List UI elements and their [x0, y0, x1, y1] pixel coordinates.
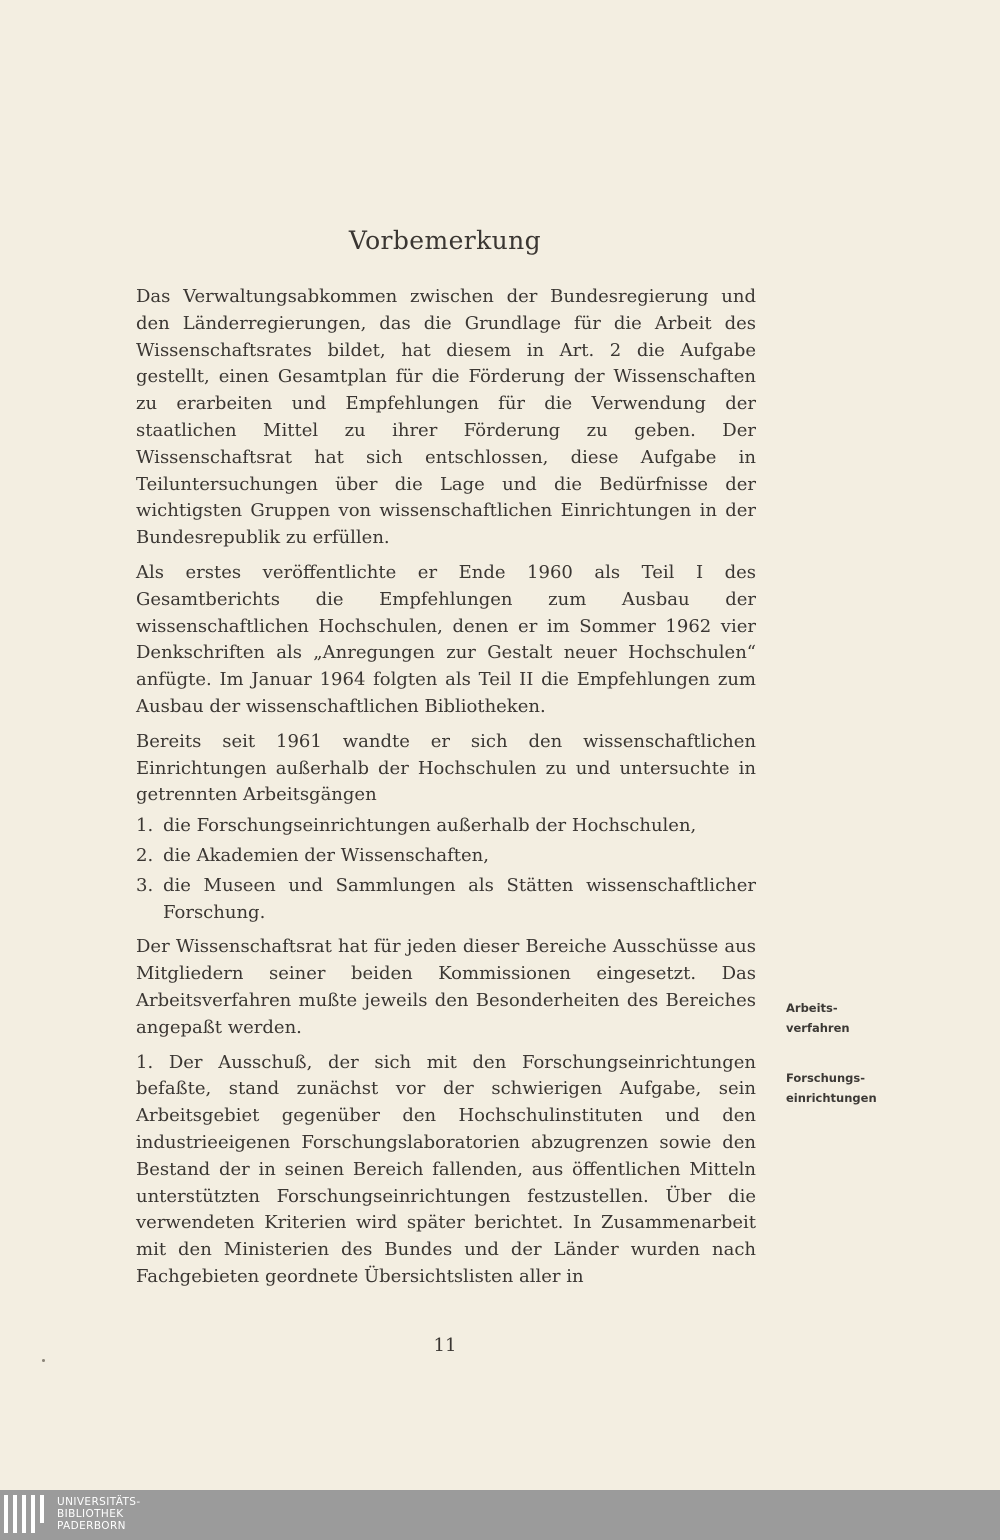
marginal-note-forschungseinrichtungen: Forschungs- einrichtungen: [786, 1071, 877, 1105]
list-item-text: die Forschungseinrichtungen außerhalb der Hochschulen,: [163, 815, 697, 837]
logo-line: UNIVERSITÄTS-: [57, 1496, 141, 1508]
paragraph-since-1961: Bereits seit 1961 wandte er sich den wissenschaftlichen Einrichtungen außerhalb der Hochschulen zu und untersuchte in getrennten Arbeitsgängen: [136, 730, 756, 806]
paragraph-first-reports: Als erstes veröffentlichte er Ende 1960 als Teil I des Gesamtberichts die Empfehlungen zum Ausbau der wissenschaftlichen Hochschulen, denen er im Sommer 1962 vier Denkschriften als „Anregungen zur Gestalt neuer Hochschulen“ anfügte. Im Januar 1964 folgten als Teil II die Empfehlungen zum Ausbau der wissenschaftlichen Bibliotheken.: [136, 561, 756, 717]
body-text: [136, 284, 756, 1299]
numbered-list: [136, 813, 756, 926]
logo-line: PADERBORN: [57, 1520, 126, 1532]
scan-speck: [42, 1359, 45, 1362]
marginal-note-arbeitsverfahren: Arbeits- verfahren: [786, 1001, 850, 1035]
logo-bars-icon: [4, 1494, 49, 1534]
list-item: [136, 873, 756, 927]
list-item-text: die Akademien der Wissenschaften,: [163, 844, 489, 866]
paragraph-committees: Der Wissenschaftsrat hat für jeden dieser Bereiche Ausschüsse aus Mitgliedern seiner beiden Kommissionen eingesetzt. Das Arbeitsverfahren mußte jeweils den Besonderheiten des Bereiches angepaßt werden.: [136, 936, 756, 1038]
paragraph-research-committee: 1. Der Ausschuß, der sich mit den Forschungseinrichtungen befaßte, stand zunächst vor der schwierigen Aufgabe, sein Arbeitsgebiet gegenüber den Hochschulinstituten und den industrieeigenen Forschungslaboratorien abzugrenzen sowie den Bestand der in seinen Bereich fallenden, aus öffentlichen Mitteln unterstützten Forschungseinrichtungen festzustellen. Über die verwendeten Kriterien wird später berichtet. In Zusammenarbeit mit den Ministerien des Bundes und der Länder wurden nach Fachgebieten geordnete Übersichtslisten aller in: [136, 1051, 756, 1287]
library-logo-text: [57, 1496, 141, 1532]
list-item-number: 3.: [136, 874, 154, 896]
list-item: [136, 843, 756, 870]
page-title: Vorbemerkung: [348, 226, 542, 255]
library-footer-band: [0, 1490, 1000, 1540]
list-item: [136, 813, 756, 840]
library-logo: [4, 1490, 141, 1538]
page-number: 11: [433, 1335, 457, 1356]
logo-line: BIBLIOTHEK: [57, 1508, 124, 1520]
list-item-number: 2.: [136, 844, 154, 866]
paragraph-intro: Das Verwaltungsabkommen zwischen der Bundesregierung und den Länderregierungen, das die Grundlage für die Arbeit des Wissenschaftsrates bildet, hat diesem in Art. 2 die Aufgabe gestellt, einen Gesamtplan für die Förderung der Wissenschaften zu erarbeiten und Empfehlungen für die Verwendung der staatlichen Mittel zu ihrer Förderung zu geben. Der Wissenschaftsrat hat sich entschlossen, diese Aufgabe in Teiluntersuchungen über die Lage und die Bedürfnisse der wichtigsten Gruppen von wissenschaftlichen Einrichtungen in der Bundesrepublik zu erfüllen.: [136, 286, 756, 549]
list-item-number: 1.: [136, 815, 154, 837]
list-item-text: die Museen und Sammlungen als Stätten wissenschaftlicher Forschung.: [163, 874, 756, 923]
